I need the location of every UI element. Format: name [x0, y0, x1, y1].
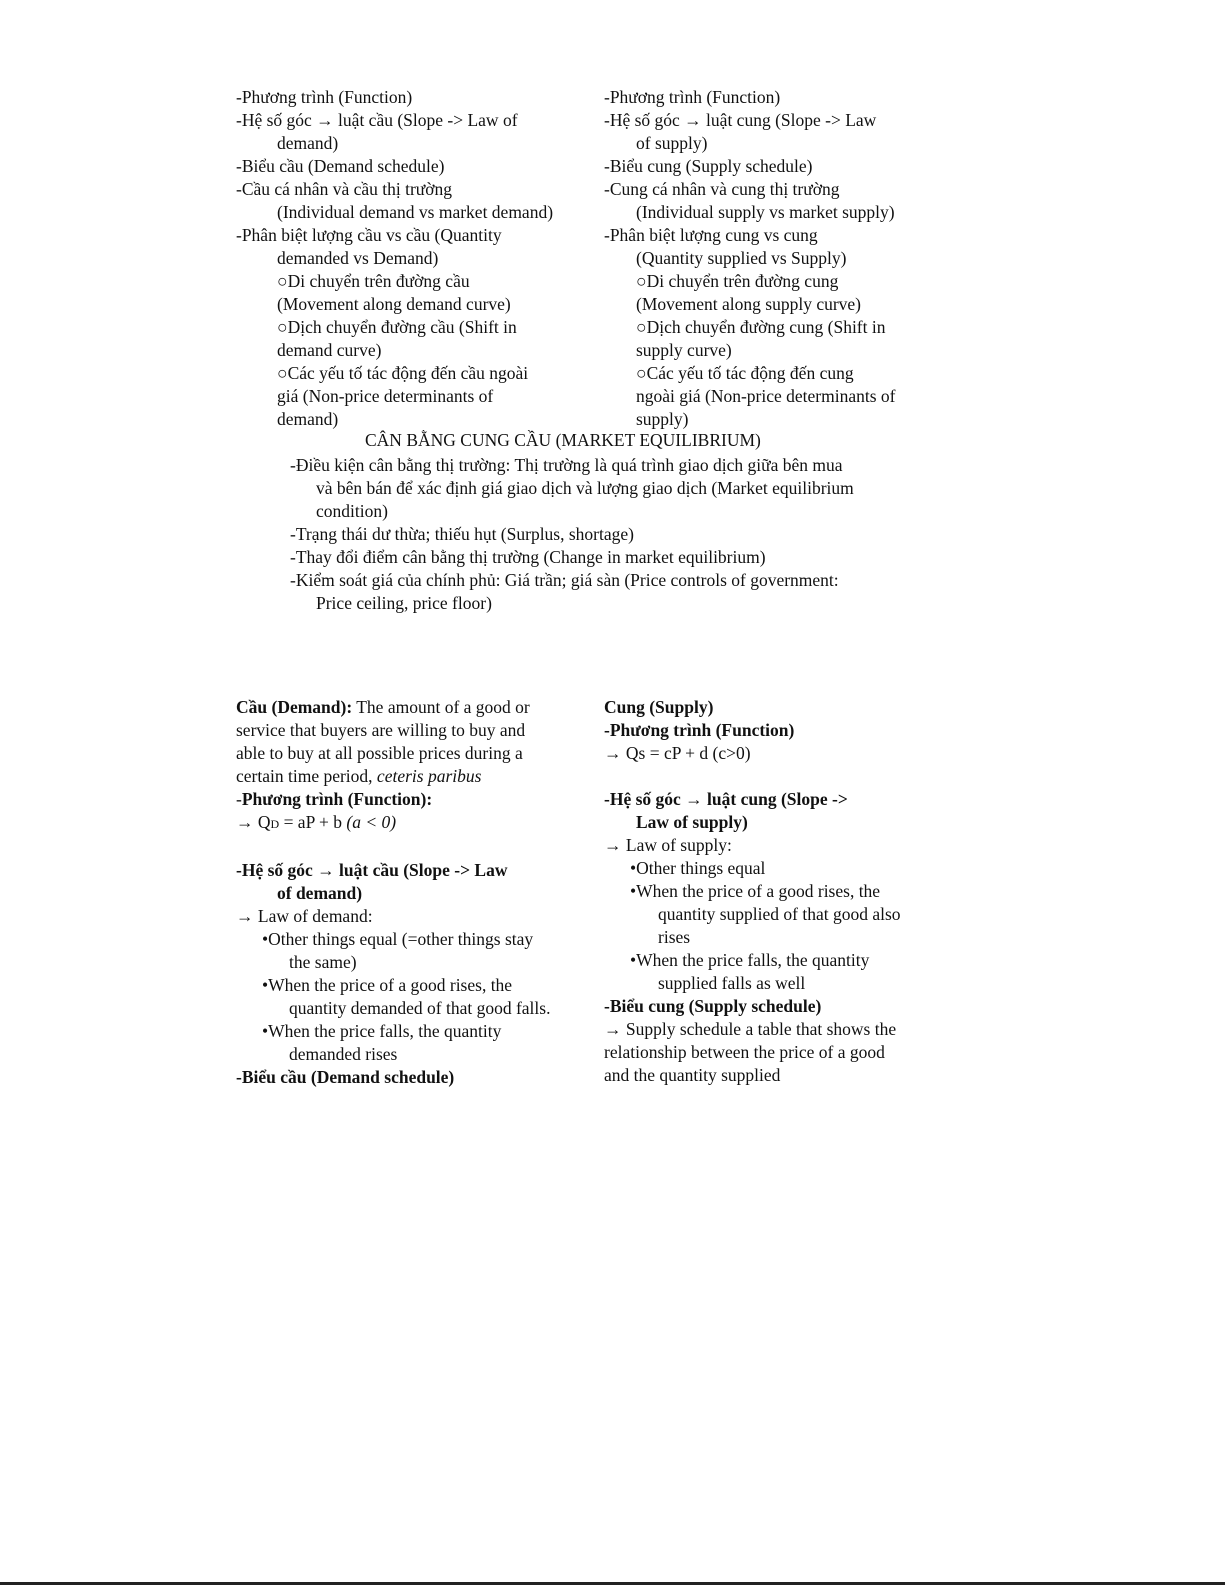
supply-law-bullet: supplied falls as well	[658, 973, 806, 993]
supply-schedule-text: and the quantity supplied	[604, 1065, 781, 1085]
tl-line: demand)	[277, 409, 339, 429]
tl-line: -Phương trình (Function)	[236, 87, 413, 107]
tr-line: -Hệ số góc → luật cung (Slope -> Law	[604, 110, 877, 130]
demand-law-bullet: •When the price falls, the quantity	[262, 1021, 502, 1041]
eq-subscript: D	[270, 817, 280, 831]
demand-equation	[236, 811, 596, 836]
tl-line: giá (Non-price determinants of	[277, 386, 494, 406]
demand-def-text: The amount of a good or	[352, 697, 530, 717]
demand-law-bullet: the same)	[289, 952, 357, 972]
tl-line: ○Các yếu tố tác động đến cầu ngoài	[277, 363, 529, 383]
demand-slope-heading: of demand)	[277, 883, 363, 903]
eq-line: -Trạng thái dư thừa; thiếu hụt (Surplus, shortage)	[290, 524, 634, 544]
supply-law-bullet: rises	[658, 927, 691, 947]
eq-rest: = aP + b	[279, 812, 347, 832]
tr-line: ○Di chuyển trên đường cung	[636, 271, 839, 291]
tr-line: of supply)	[636, 133, 708, 153]
tl-line: -Hệ số góc → luật cầu (Slope -> Law of	[236, 110, 518, 130]
demand-heading: Cầu (Demand):	[236, 697, 353, 717]
tr-line: supply)	[636, 409, 689, 429]
ceteris-paribus: ceteris paribus	[376, 766, 482, 786]
tr-line: ○Các yếu tố tác động đến cung	[636, 363, 854, 383]
tl-line: (Movement along demand curve)	[277, 294, 511, 314]
top-right-outline	[604, 86, 964, 431]
supply-schedule-text: relationship between the price of a good	[604, 1042, 885, 1062]
eq-line: -Điều kiện cân bằng thị trường: Thị trường là quá trình giao dịch giữa bên mua	[290, 455, 843, 475]
supply-schedule-text: → Supply schedule a table that shows the	[604, 1019, 897, 1039]
demand-def-line: service that buyers are willing to buy and	[236, 720, 526, 740]
tr-line: ngoài giá (Non-price determinants of	[636, 386, 896, 406]
tr-line: supply curve)	[636, 340, 732, 360]
eq-condition: (a < 0)	[346, 812, 397, 832]
function-heading-text: Phương trình (Function):	[241, 789, 433, 809]
supply-slope-heading: -Hệ số góc → luật cung (Slope ->	[604, 789, 848, 809]
eq-line: Price ceiling, price floor)	[316, 593, 492, 613]
blank-line	[236, 836, 596, 859]
supply-equation: → Qs = cP + d (c>0)	[604, 743, 751, 763]
demand-def-line: able to buy at all possible prices during a	[236, 743, 523, 763]
supply-section	[604, 696, 984, 1087]
eq-arrow: → Q	[236, 812, 271, 832]
demand-law-bullet: •When the price of a good rises, the	[262, 975, 513, 995]
tl-line: (Individual demand vs market demand)	[277, 202, 554, 222]
demand-section	[236, 696, 596, 1089]
supply-schedule-heading: -Biểu cung (Supply schedule)	[604, 996, 822, 1016]
supply-heading: Cung (Supply)	[604, 697, 714, 717]
demand-definition	[236, 696, 596, 719]
blank-line	[604, 765, 984, 788]
supply-law-intro: → Law of supply:	[604, 835, 732, 855]
tr-line: (Quantity supplied vs Supply)	[636, 248, 847, 268]
demand-def-text: certain time period,	[236, 766, 377, 786]
eq-line: -Thay đổi điểm cân bằng thị trường (Change in market equilibrium)	[290, 547, 766, 567]
equilibrium-title: CÂN BẰNG CUNG CẦU (MARKET EQUILIBRIUM)	[365, 430, 761, 450]
eq-line: -Kiểm soát giá của chính phủ: Giá trần; giá sàn (Price controls of government:	[290, 570, 839, 590]
supply-law-bullet: quantity supplied of that good also	[658, 904, 901, 924]
eq-line: condition)	[316, 501, 388, 521]
demand-function-heading	[236, 788, 596, 811]
tl-line: demand)	[277, 133, 339, 153]
tr-line: (Movement along supply curve)	[636, 294, 862, 314]
equilibrium-outline	[290, 454, 950, 615]
eq-line: và bên bán để xác định giá giao dịch và lượng giao dịch (Market equilibrium	[316, 478, 854, 498]
tr-line: -Phân biệt lượng cung vs cung	[604, 225, 818, 245]
demand-def-line	[236, 765, 596, 788]
supply-slope-heading: Law of supply)	[636, 812, 748, 832]
supply-law-bullet: •When the price of a good rises, the	[630, 881, 881, 901]
supply-function-heading: -Phương trình (Function)	[604, 720, 795, 740]
demand-law-bullet: quantity demanded of that good falls.	[289, 998, 551, 1018]
supply-law-bullet: •Other things equal	[630, 858, 766, 878]
tr-line: ○Dịch chuyển đường cung (Shift in	[636, 317, 886, 337]
demand-law-intro: → Law of demand:	[236, 906, 373, 926]
dash: -	[236, 789, 242, 809]
tl-line: -Biểu cầu (Demand schedule)	[236, 156, 445, 176]
tl-line: demanded vs Demand)	[277, 248, 439, 268]
tr-line: -Cung cá nhân và cung thị trường	[604, 179, 840, 199]
tl-line: demand curve)	[277, 340, 382, 360]
tr-line: (Individual supply vs market supply)	[636, 202, 895, 222]
tl-line: -Cầu cá nhân và cầu thị trường	[236, 179, 453, 199]
tl-line: ○Dịch chuyển đường cầu (Shift in	[277, 317, 517, 337]
demand-law-bullet: demanded rises	[289, 1044, 398, 1064]
tr-line: -Biểu cung (Supply schedule)	[604, 156, 813, 176]
supply-law-bullet: •When the price falls, the quantity	[630, 950, 870, 970]
tr-line: -Phương trình (Function)	[604, 87, 781, 107]
demand-law-bullet: •Other things equal (=other things stay	[262, 929, 534, 949]
demand-schedule-heading: -Biểu cầu (Demand schedule)	[236, 1067, 455, 1087]
top-left-outline	[236, 86, 596, 431]
tl-line: ○Di chuyển trên đường cầu	[277, 271, 470, 291]
tl-line: -Phân biệt lượng cầu vs cầu (Quantity	[236, 225, 502, 245]
demand-slope-heading: -Hệ số góc → luật cầu (Slope -> Law	[236, 860, 508, 880]
